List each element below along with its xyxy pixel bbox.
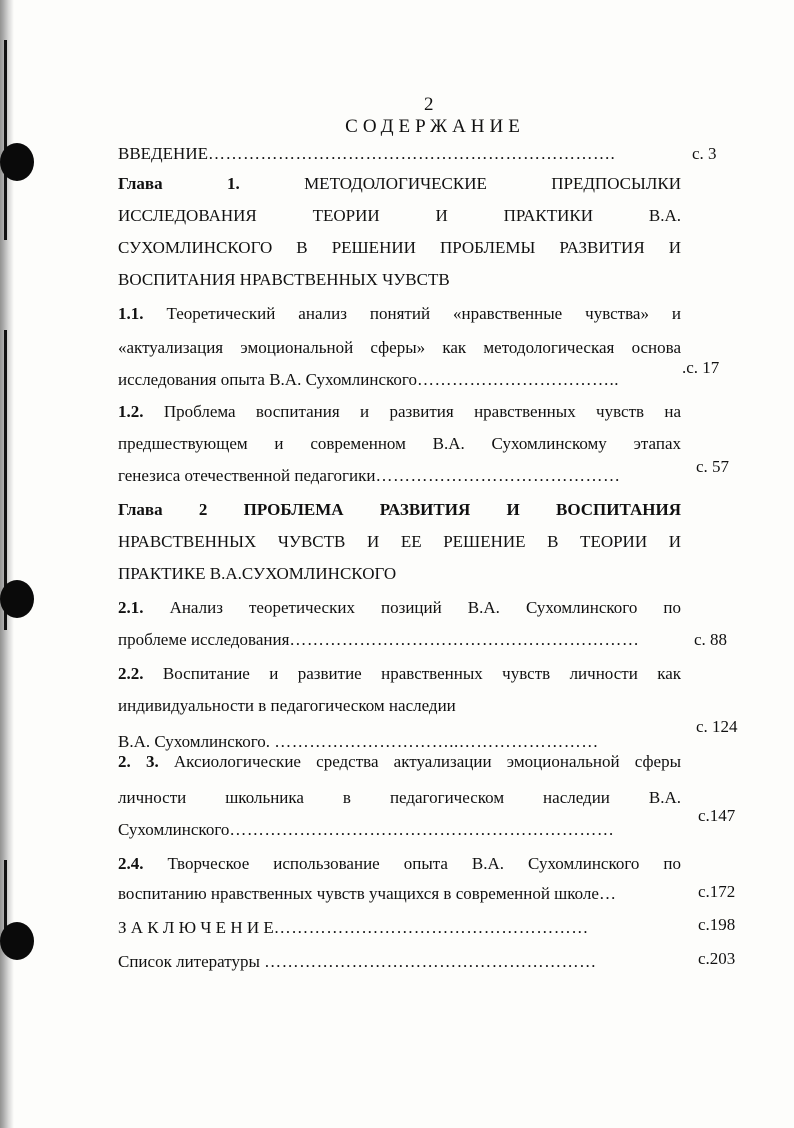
chapter-2-line1: Глава 2 ПРОБЛЕМА РАЗВИТИЯ И ВОСПИТАНИЯ [118, 500, 681, 519]
section-1-2-line3: генезиса отечественной педагогики…………………………………… [118, 466, 621, 485]
references-label: Список литературы [118, 952, 260, 971]
section-2-2-line3: В.А. Сухомлинского. …………………………..…………………… [118, 732, 599, 751]
page-ref-2-3: с.147 [698, 806, 736, 825]
section-title-line1: Творческое использование опыта В.А. Сухомлинского по [167, 854, 682, 873]
punch-hole [0, 143, 34, 181]
page-ref-intro: с. 3 [692, 144, 717, 163]
page-ref-2-1: с. 88 [694, 630, 728, 649]
leader-dots: …………………………..…………………… [274, 732, 599, 751]
section-2-4-line2: воспитанию нравственных чувств учащихся в современной школе… [118, 884, 616, 903]
toc-entry-2-1[interactable] [118, 592, 681, 624]
section-title-line1: Воспитание и развитие нравственных чувств личности как [162, 664, 682, 683]
section-2-3-line2: личности школьника в педагогическом наследии В.А. [118, 788, 681, 807]
chapter-1-line4: ВОСПИТАНИЯ НРАВСТВЕННЫХ ЧУВСТВ [118, 270, 450, 289]
section-1-2-line2: предшествующем и современном В.А. Сухомлинскому этапах [118, 434, 681, 453]
chapter-1-line1: МЕТОДОЛОГИЧЕСКИЕ ПРЕДПОСЫЛКИ [304, 174, 681, 193]
chapter-1-line2: ИССЛЕДОВАНИЯ ТЕОРИИ И ПРАКТИКИ В.А. [118, 206, 681, 225]
section-1-1-line2: «актуализация эмоциональной сферы» как методологическая основа [118, 338, 681, 357]
punch-hole [0, 580, 34, 618]
leader-dots: ………………………………………………………… [229, 820, 615, 839]
leader-dots: ……………………………………………………………. [207, 144, 616, 163]
leader-dots: …………………………………………………… [289, 630, 640, 649]
chapter-1-line3: СУХОМЛИНСКОГО В РЕШЕНИИ ПРОБЛЕМЫ РАЗВИТИЯ И [118, 238, 681, 257]
page-number: 2 [424, 94, 434, 115]
toc-entry-2-3[interactable] [118, 746, 681, 778]
leader-dots: ………………………………………………… [264, 952, 597, 971]
section-title-line1: Анализ теоретических позиций В.А. Сухомлинского по [169, 598, 681, 617]
toc-entry-1-1[interactable] [118, 298, 681, 330]
section-number: 2. 3. [118, 752, 159, 771]
section-number: 2.1. [118, 598, 144, 617]
page-title: СОДЕРЖАНИЕ [345, 116, 525, 137]
page-ref-1-1: .с. 17 [682, 358, 720, 377]
chapter-2-line3: ПРАКТИКЕ В.А.СУХОМЛИНСКОГО [118, 564, 397, 583]
section-2-3-line3: Сухомлинского………………………………………………………… [118, 820, 615, 839]
page-ref-references: с.203 [698, 949, 736, 968]
section-title-line1: Теоретический анализ понятий «нравственные чувства» и [166, 304, 681, 323]
page-ref-1-2: с. 57 [696, 457, 730, 476]
toc-entry-references[interactable] [118, 946, 681, 978]
chapter-2-heading[interactable] [118, 494, 681, 526]
conclusion-label: З А К Л Ю Ч Е Н И Е [118, 918, 274, 937]
toc-entry-2-2[interactable] [118, 658, 681, 690]
toc-entry-2-4[interactable] [118, 848, 681, 880]
page-ref-conclusion: с.198 [698, 915, 736, 934]
leader-dots: ……………………………………………… [273, 918, 589, 937]
toc-entry-conclusion[interactable] [118, 912, 681, 944]
section-number: 1.2. [118, 402, 144, 421]
leader-dots: …………………………………… [375, 466, 621, 485]
section-title-line1: Проблема воспитания и развития нравственных чувств на [163, 402, 682, 421]
toc-entry-intro[interactable] [118, 138, 681, 170]
section-title-line1: Аксиологические средства актуализации эмоциональной сферы [173, 752, 682, 771]
page-ref-2-4: с.172 [698, 882, 736, 901]
scan-artifact-line [4, 40, 7, 240]
intro-label: ВВЕДЕНИЕ [118, 144, 208, 163]
leader-dots: …………………………….. [416, 370, 619, 389]
chapter-1-prefix: Глава 1. [118, 174, 240, 193]
toc-entry-1-2[interactable] [118, 396, 681, 428]
section-number: 2.2. [118, 664, 144, 683]
punch-hole [0, 922, 34, 960]
section-number: 1.1. [118, 304, 144, 323]
chapter-2-line2: НРАВСТВЕННЫХ ЧУВСТВ И ЕЕ РЕШЕНИЕ В ТЕОРИИ И [118, 532, 681, 551]
chapter-1-heading[interactable] [118, 168, 681, 200]
section-number: 2.4. [118, 854, 144, 873]
section-2-2-line2: индивидуальности в педагогическом наследии [118, 696, 456, 715]
page-ref-2-2: с. 124 [696, 717, 738, 736]
section-2-1-line2: проблеме исследования…………………………………………………… [118, 630, 640, 649]
section-1-1-line3: исследования опыта В.А. Сухомлинского…………………………….. [118, 370, 619, 389]
